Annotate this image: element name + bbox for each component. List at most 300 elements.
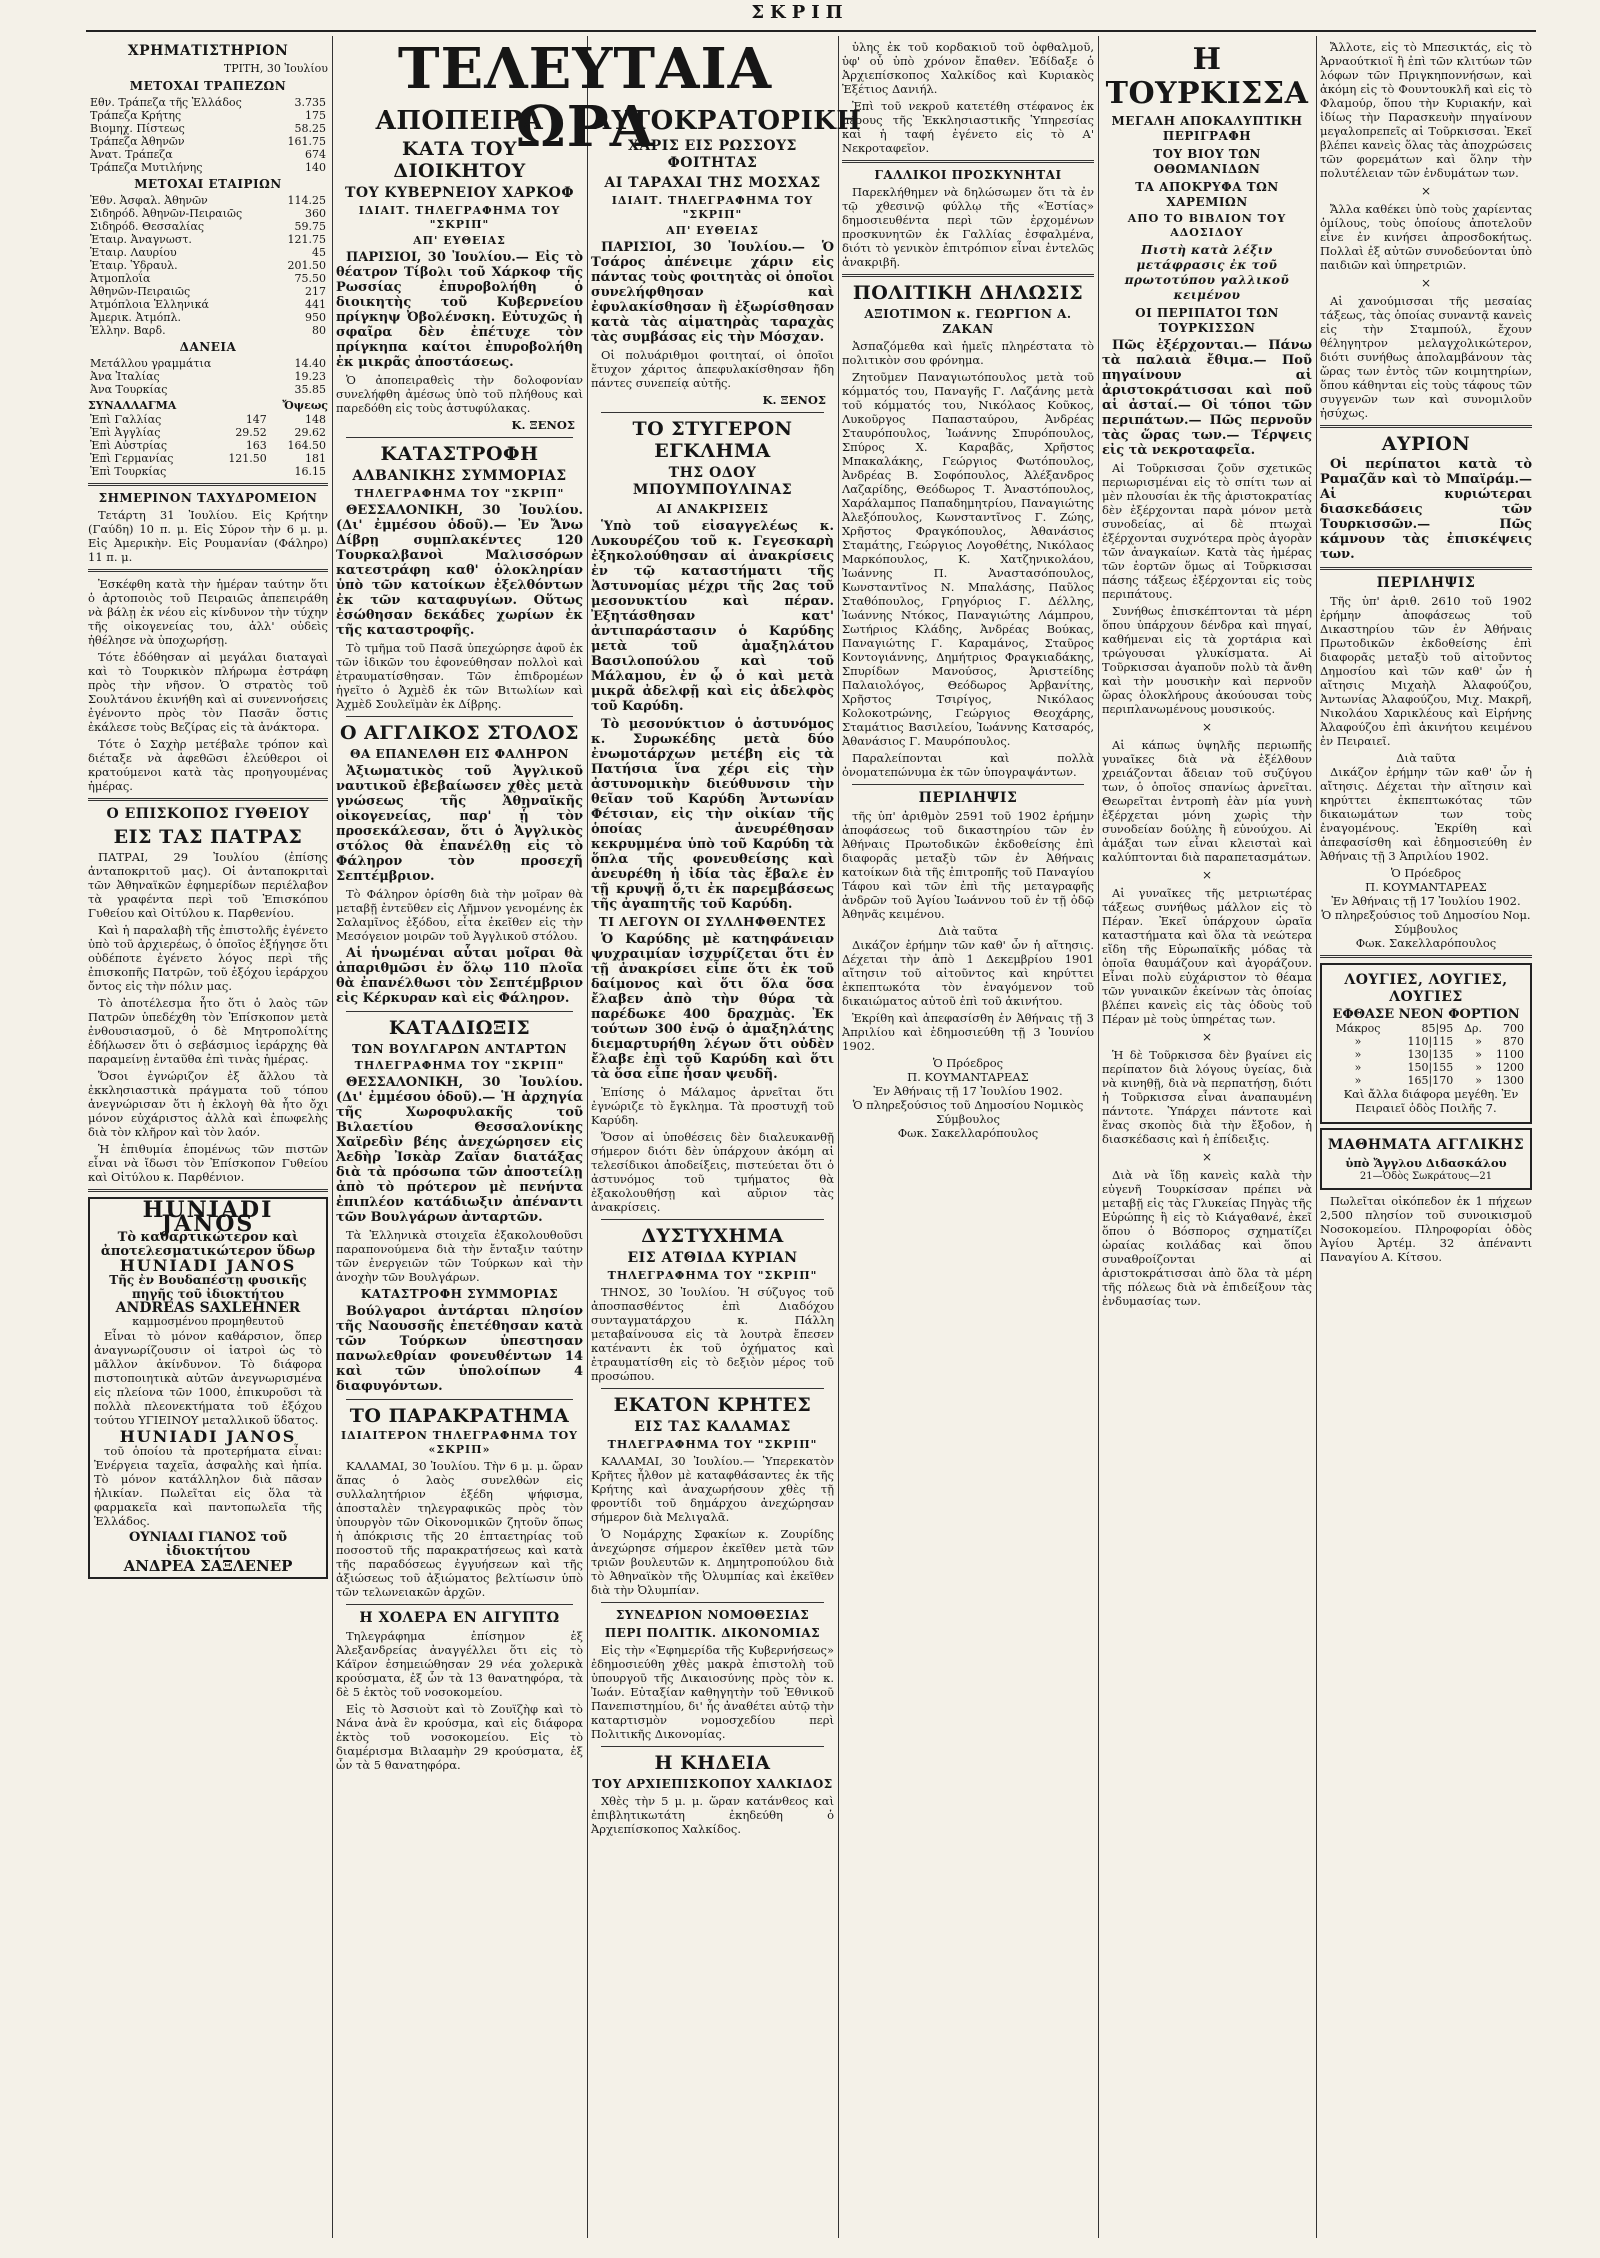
table-cell: 121.50 (228, 452, 267, 465)
headline: ΑΥΤΟΚΡΑΤΟΡΙΚΗ (591, 106, 862, 136)
subheadline: Πιστὴ κατὰ λέξιν μετάφρασις ἐκ τοῦ πρωτοτύπου γαλλικοῦ κειμένου (1124, 243, 1290, 302)
col1-paragraph: Τότε ἐδόθησαν αἱ μεγάλαι διαταγαὶ καὶ τὸ Τουρκικὸν πλήρωμα ἐστράφη πρὸς τὴν νῆσον. Ὁ στρατὸς τοῦ Σουλτάνου ἐκινήθη καὶ αἱ συνεννοήσεις ἐγένοντο πρὸς τὸν Πασᾶν ὅστις ἐκάλεσε τοὺς Βεζίρας εἰς τὰ ἀνάκτορα. (88, 650, 328, 734)
exchange-row (88, 426, 328, 439)
company-row (88, 311, 328, 324)
ad-footer: ΑΝΔΡΕΑ ΣΑΞΛΕΝΕΡ (123, 1557, 293, 1575)
headline: ΚΑΤΑΣΤΡΟΦΗ (380, 443, 539, 465)
table-cell: 85|95 (1421, 1022, 1454, 1035)
paragraph: Ζητοῦμεν Παναγιωτόπουλος μετὰ τοῦ κόμματός του, Παναγῆς Γ. Λαζάνης μετὰ τοῦ κόμματός του, Νικόλαος Κοῦκος, Λυκοῦργος Παπασταύρου, Ἀνδρέας Σταυρόπουλος, Ἰωάννης Σπυρόπουλος, Σπύρος Χ. Καραβᾶς, Χρῆστος Μπακαλάκης, Γεώργιος Φωτόπουλος, Ἀνδρέας Β. Σοφόπουλος, Ἀλέξανδρος Λαζαρίδης, Θεόδωρος Τ. Ἀναστόπουλος, Χαράλαμπος Παπαδημητρίου, Παναγιώτης Ἀλεξόπουλος, Κωνσταντῖνος Γ. Ζώης, Χρῆστος Φραγκόπουλος, Ἀθανάσιος Σταμάτης, Γεώργιος Λογοθέτης, Νικόλαος Μαρκόπουλος, Κ. Χατζηνικολάου, Ἰωάννης Π. Ἀναστασόπουλος, Κωνσταντῖνος Ν. Μπαλάσης, Παῦλος Σταθόπουλος, Γρηγόριος Γ. Δέλλης, Ἰωάννης Ντόκος, Παναγιώτης Λάμπρου, Σωτήριος Κλάδης, Ἀνδρέας Βούκας, Παναγιώτης Γ. Καραμάνος, Σταῦρος Κοντογιάννης, Δημήτριος Φραγκιαδάκης, Σπυρίδων Μανούσος, Ἀριστείδης Παλαιολόγος, Θεόδωρος Ἀρβανίτης, Χρῆστος Τσιρίγος, Νικόλαος Κολοκοτρώνης, Γεώργιος Θεοχάρης, Σταμάτιος Βασιλείου, Ἰωάννης Κατσαρός, Ἀθανάσιος Γ. Μαυρόπουλος. (842, 370, 1094, 748)
table-cell: Μάκρος (1335, 1022, 1381, 1035)
subheadline: ΑΙ ΤΑΡΑΧΑΙ ΤΗΣ ΜΟΣΧΑΣ (604, 175, 821, 191)
headline: ΓΑΛΛΙΚΟΙ ΠΡΟΣΚΥΝΗΤΑΙ (874, 168, 1062, 182)
masthead: ΣΚΡΙΠ (751, 2, 849, 23)
caption: Ὁ πληρεξούσιος τοῦ Δημοσίου Νομ. Σύμβουλος (1321, 908, 1531, 936)
loan-row (88, 357, 328, 370)
table-cell: 110|115 (1407, 1035, 1454, 1048)
paragraph: Ἄλλοτε, εἰς τὸ Μπεσικτάς, εἰς τὸ Ἀρναούτκιοϊ ἢ ἐπὶ τῶν κλιτύων τῶν λόφων τῶν Πριγκηποννήσων, καὶ ἀκόμη εἰς τὸ Φουντουκλῆ καὶ εἰς τὸ Φλαμούρ, ὅπου τὴν Κυριακήν, καὶ ἰδίως τὴν Παρασκευὴν πηγαίνουν μεγαλοπρεπεῖς αἱ Τοῦρκισσαι. Ἐκεῖ βλέπει κανεὶς ὅλας τὰς ἀποχρώσεις τῶν φορεμάτων καὶ ὅλην τὴν πολυτέλειαν τῶν ἐνδυμάτων των. (1320, 40, 1532, 180)
paragraph: Αἱ γυναῖκες τῆς μετριωτέρας τάξεως συνήθως μάλλον εἰς τὸ Πέραν. Ἐκεῖ ὑπάρχουν ὡραῖα καταστήματα καὶ ὅλα τὰ νεώτερα εἴδη τῆς Εὐρωπαϊκῆς μόδας τὰ ὁποῖα θαυμάζουν καὶ ἀγοράζουν. Εἶναι πολὺ εὐχάριστον τὸ θέαμα τῶν γυναικῶν ἐκείνων τὰς ὁποίας βλέπει κανεὶς εἰς τὰς ὁδοὺς τοῦ Πέραν μὲ τοὺς ὑπηρέτας των. (1102, 886, 1312, 1026)
divider (842, 274, 1094, 277)
headline: ΠΕΡΙΛΗΨΙΣ (1376, 575, 1476, 591)
companies-title: ΜΕΤΟΧΑΙ ΕΤΑΙΡΙΩΝ (134, 177, 282, 191)
companies-table (88, 194, 328, 337)
caption: Ἐν Ἀθήναις τῇ 17 Ἰουλίου 1902. (873, 1084, 1063, 1098)
exchange-table (88, 413, 328, 478)
loan-row (88, 383, 328, 396)
table-cell: Ἐπὶ Αὐστρίας (90, 439, 168, 452)
col1-paragraph: Ἡ ἐπιθυμία ἑπομένως τῶν πιστῶν εἶναι νὰ ἴδωσι τὸν Ἐπίσκοπον Γυθείου καὶ Οἰτύλου κ. Παρθένιον. (88, 1142, 328, 1184)
caption: Διὰ ταῦτα (1396, 751, 1456, 765)
table-cell: » (1475, 1048, 1482, 1061)
paragraph: Οἱ πολυάριθμοι φοιτηταί, οἱ ὁποῖοι ἔτυχον χάριτος ἀπεφυλακίσθησαν ἤδη πάντες συνεπείᾳ αὐτῆς. (591, 348, 834, 390)
paragraph: Συνήθως ἐπισκέπτονται τὰ μέρη ὅπου ὑπάρχουν δένδρα καὶ πηγαί, καθήμεναι εἰς τὰ χορτάρια καὶ τρώγουσαι γλυκίσματα. Αἱ Τοῦρκισσαι ἀγαποῦν πολὺ τὰ ἄνθη καὶ τὴν μουσικὴν καὶ περνοῦν ὥρας ὁλοκλήρους ἀκούουσαι τοὺς περιπλανωμένους μουσικούς. (1102, 604, 1312, 716)
paragraph: Ἀσπαζόμεθα καὶ ἡμεῖς πληρέστατα τὸ πολιτικὸν σου φρόνημα. (842, 339, 1094, 367)
divider (1320, 425, 1532, 428)
ad-title: ΜΑΘΗΜΑΤΑ ΑΓΓΛΙΚΗΣ (1327, 1137, 1525, 1153)
paragraph: Εἰς τὸ Ἀσσιοὺτ καὶ τὸ Ζουϊζὴφ καὶ τὸ Νάνα ἀνὰ ἓν κρούσμα, καὶ εἰς διάφορα ἐκτὸς τοῦ νοσοκομείου. Εἰς τὸ διαμέρισμα Βιλααμὴν 29 κρούσματα, ἐξ ὧν τὰ 5 θανατηφόρα. (336, 1702, 583, 1772)
divider (1320, 567, 1532, 570)
divider (601, 412, 824, 413)
paragraph: ΚΑΛΑΜΑΙ, 30 Ἰουλίου. Τὴν 6 μ. μ. ὥραν ἅπας ὁ λαὸς συνελθὼν εἰς συλλαλητήριον ἐξέδη ψήφισμα, ἀποσταλὲν τηλεγραφικῶς πρὸς τὸν ὑπουργὸν τῶν Οἰκονομικῶν ζητοῦν ὅπως ἡ ἀπόκρισις τῆς 20 ἑπταετηρίας τοῦ ποσοστοῦ τῆς παρακρατήσεως καὶ κατὰ τῆς παραδόσεως ἐγγυήσεων καὶ τῆς ἀξιώσεως τοῦ ἀξιώματος βελτίωσιν ὑπὸ τῶν τελωνειακῶν ἀρχῶν. (336, 1459, 583, 1599)
headline: ΑΥΡΙΟΝ (1381, 433, 1471, 455)
ad-line: Τῆς ἐν Βουδαπέστῃ φυσικῆς πηγῆς τοῦ ἰδιοκτήτου (109, 1273, 307, 1301)
paragraph: Τὸ μεσονύκτιον ὁ ἀστυνόμος κ. Συρωκέδης μετὰ δύο ἐνωμοτάρχων μετέβη εἰς τὰ Πατήσια ἵνα χέρι εἰς τὴν ἀστυνομικὴν διεύθυνσιν τὴν θεῖαν τοῦ Καρύδη Ἀντωνίαν Φέτσιαν, εἰς τὴν οἰκίαν τῆς ὁποίας ἀνευρέθησαν κεκρυμμένα ὑπὸ τοῦ Καρύδη τὰ ὅπλα τῆς φονευθείσης καὶ ἀνευρέθη ἡ ἰδία τὰς ἔβαλε ἐν τῇ κρυψῇ ὅ,τι ἐκ παρεμβάσεως τῆς ἀγαπητῆς τοῦ Καρύδη. (591, 717, 834, 912)
paragraph: Ἡ δὲ Τοῦρκισσα δὲν βγαίνει εἰς περίπατον διὰ λόγους ὑγείας, διὰ νὰ κινηθῇ, διὰ νὰ περπατήσῃ, διότι ἡ Τοῦρκισσα εἶναι ἀναπαυμένη πάντοτε. Ὑπάρχει πάντοτε καὶ ἕνας σκοπὸς διὰ τὴν ἔξοδον, ἡ διασκέδασις καὶ ἡ ἐπίδειξις. (1102, 1048, 1312, 1146)
paragraph: Παρεκλήθημεν νὰ δηλώσωμεν ὅτι τὰ ἐν τῷ χθεσινῷ φύλλῳ τῆς «Ἑστίας» δημοσιευθέντα περὶ τῶν ἐρχομένων προσκυνητῶν ἐκ Γαλλίας ἐσφαλμένα, διότι τὸ γενικὸν ἐπιτρόπιον εἶναι ἐντελῶς ἀνακριβῆ. (842, 185, 1094, 269)
ad-subtitle: ὑπὸ Ἄγγλου Διδασκάλου (1345, 1156, 1507, 1170)
subheadline: ΤΗΣ ΟΔΟΥ ΜΠΟΥΜΠΟΥΛΙΝΑΣ (632, 465, 793, 498)
lead-paragraph: Πῶς ἐξέρχονται.— Πάνω τὰ παλαιὰ ἔθιμα.— Ποῦ πηγαίνουν αἱ ἀριστοκράτισσαι καὶ ποῦ αἱ ἀσταί.— Οἱ τόποι τῶν περιπάτων.— Πῶς περνοῦν τὰς ὥρας των.— Τέρψεις εἰς τὰ νεκροταφεῖα. (1102, 338, 1312, 458)
table-cell: 16.15 (294, 465, 326, 478)
paragraph: Τῆς ὑπ' ἀριθ. 2610 τοῦ 1902 ἐρήμην ἀποφάσεως τοῦ Δικαστηρίου τῶν ἐν Ἀθήναις Πρωτοδικῶν ἐκδοθείσης ἐπὶ διαφορᾶς μεταξὺ τοῦ αἰτοῦντος Δημοσίου καὶ τῶν καθ' ὧν ἡ αἴτησις Μιχαὴλ Ἀλαφούζου, Ἀντωνίας Ἀλαφούζου, Μιχ. Μακρῆ, Νικολάου Χαρικλέους καὶ Εἰρήνης Ἀλαφούζου ἐπὶ ἀκινήτου κειμένου ἐν Πειραιεῖ. (1320, 594, 1532, 748)
divider (601, 1746, 824, 1747)
divider (1320, 955, 1532, 958)
divider (346, 437, 573, 438)
company-row (88, 207, 328, 220)
divider (852, 784, 1084, 785)
column-6 (1320, 40, 1532, 2238)
top-rule (86, 30, 1536, 32)
subheadline: ΤΩΝ ΒΟΥΛΓΑΡΩΝ ΑΝΤΑΡΤΩΝ (351, 1042, 568, 1056)
table-cell: 121.75 (287, 233, 326, 246)
subheadline: ΑΛΒΑΝΙΚΗΣ ΣΥΜΜΟΡΙΑΣ (352, 468, 567, 484)
lumber-ad (1320, 963, 1532, 1124)
table-cell: 870 (1503, 1035, 1524, 1048)
main-title: ΤΕΛΕΥΤΑΙΑ ΩΡΑ (397, 36, 773, 160)
ad-line: Τὸ καθαρτικώτερον καὶ ἀποτελεσματικώτερον ὕδωρ (100, 1230, 316, 1259)
column-rule (1316, 36, 1317, 2238)
lead-paragraph: ΠΑΡΙΣΙΟΙ, 30 Ἰουλίου.— Ὁ Τσάρος ἀπένειμε χάριν εἰς πάντας τοὺς φοιτητὰς οἱ ὁποῖοι συνελήφθησαν καὶ ἐφυλακίσθησαν ἢ ἐξωρίσθησαν κατὰ τὰς αἱματηρὰς ταραχὰς τὰς συμβάσας εἰς τὴν Μόσχαν. (591, 240, 834, 345)
col1-paragraph: Καὶ ἡ παραλαβὴ τῆς ἐπιστολῆς ἐγένετο ὑπὸ τοῦ ἀρχιερέως, ὁ ὁποῖος ἐξήγησε ὅτι οὐδέποτε ἐγένετο λόγος περὶ τῆς ἐπισκοπῆς Πατρῶν, τοῦ ἐξόχου ἱεράρχου ὄντος εἰς τὴν πόλιν μας. (88, 923, 328, 993)
ad-footer: ΟΥΝΙΑΔΙ ΓΙΑΝΟΣ τοῦ ἰδιοκτήτου (128, 1530, 288, 1559)
table-cell: 360 (305, 207, 326, 220)
lead-paragraph: Ὑπὸ τοῦ εἰσαγγελέως κ. Λυκουρέζου τοῦ κ. Γεγεσκαρὴ ἐξηκολούθησαν αἱ ἀνακρίσεις ἐν τῷ καταστήματι τῆς Ἀστυνομίας μέχρι τῆς 2ας τοῦ μεσονυκτίου καὶ πέραν. Ἐξητάσθησαν κατ' ἀντιπαράστασιν ὁ Καρύδης μετὰ τοῦ ἀμαξηλάτου Βασιλοπούλου καὶ τοῦ Μάλαμου, ἐν ᾧ ὁ καὶ μετὰ μικρᾶ ἀδελφῇ καὶ εἰς ἀδελφὸς τοῦ Καρύδη. (591, 519, 834, 714)
paragraph: Εἰς τὴν «Ἐφημερίδα τῆς Κυβερνήσεως» ἐδημοσιεύθη χθὲς μακρὰ ἐπιστολὴ τοῦ ὑπουργοῦ τῆς Δικαιοσύνης πρὸς τὸν κ. Ἰωάν. Εὐταξίαν καθηγητὴν τοῦ Ἐθνικοῦ Πανεπιστημίου, δι' ἧς ἀναθέτει αὐτῷ τὴν καταρτισμὸν νομοσχεδίου περὶ Πολιτικῆς Δικονομίας. (591, 1643, 834, 1741)
ad-subtitle: ΕΦΘΑΣΕ ΝΕΟΝ ΦΟΡΤΙΟΝ (1332, 1007, 1520, 1022)
company-row (88, 272, 328, 285)
table-cell: 441 (305, 298, 326, 311)
subheadline: ΑΞΙΟΤΙΜΟΝ κ. ΓΕΩΡΓΙΟΝ Α. ΖΑΚΑΝ (864, 307, 1072, 336)
bank-row (88, 96, 328, 109)
kicker: ΤΗΛΕΓΡΑΦΗΜΑ ΤΟΥ "ΣΚΡΙΠ" (354, 1059, 565, 1072)
table-cell: Εθν. Τράπεζα τῆς Ἑλλάδος (90, 96, 242, 109)
headline: ΣΥΝΕΔΡΙΟΝ ΝΟΜΟΘΕΣΙΑΣ (615, 1608, 810, 1622)
divider (346, 1011, 573, 1012)
table-cell: Ἀνα Τουρκίας (90, 383, 168, 396)
column-rule (1098, 36, 1099, 2238)
kicker: ΤΗΛΕΓΡΑΦΗΜΑ ΤΟΥ "ΣΚΡΙΠ" (607, 1269, 818, 1282)
bishop-headline: Ο ΕΠΙΣΚΟΠΟΣ ΓΥΘΕΙΟΥ (106, 806, 310, 822)
section-mark: × (1201, 720, 1213, 734)
company-row (88, 233, 328, 246)
table-cell: 165|170 (1407, 1074, 1454, 1087)
table-cell: Ἀνατ. Τράπεζα (90, 148, 173, 161)
ad-line: HUNIADI JANOS (119, 1256, 297, 1275)
lead-paragraph: Οἱ περίπατοι κατὰ τὸ Ραμαζᾶν καὶ τὸ Μπαϊράμ.— Αἱ κυριώτεραι διασκεδάσεις τῶν Τουρκισσῶν.— Πῶς κάμνουν τὰς ἐπισκέψεις των. (1320, 457, 1532, 562)
company-row (88, 194, 328, 207)
table-cell: Ἑλλην. Βαρδ. (90, 324, 166, 337)
col1-paragraph: Ἐσκέφθη κατὰ τὴν ἡμέραν ταύτην ὅτι ὁ ἀρτοποιὸς τοῦ Πειραιῶς ἀπεπειράθη νὰ βάλῃ ἐκ νέου εἰς κίνδυνον τὴν τύχην τῆς οἰκογενείας του, ἀλλ' οὐδεὶς ἠθέλησε νὰ ὑποχωρήσῃ. (88, 577, 328, 647)
exchange-subtitle: Ὄψεως (282, 399, 328, 412)
paragraph: ΤΗΝΟΣ, 30 Ἰουλίου. Ἡ σύζυγος τοῦ ἀποσπασθέντος ἐπὶ Διαδόχου συνταγματάρχου κ. Πάλλη μεταβαίνουσα εἰς τὰ λουτρὰ ἔπεσεν κατέναντι ἐκ τοῦ ὀχήματος καὶ ἐτραυματίσθη εἰς τὸ δεξιὸν μέρος τοῦ προσώπου. (591, 1285, 834, 1383)
table-cell: 14.40 (294, 357, 326, 370)
kicker: ΑΠ' ΕΥΘΕΙΑΣ (666, 224, 759, 237)
table-cell: Σιδηρόδ. Θεσσαλίας (90, 220, 205, 233)
kicker: ΑΠ' ΕΥΘΕΙΑΣ (413, 234, 506, 247)
table-cell: 201.50 (287, 259, 326, 272)
table-cell: Ἀθηνῶν-Πειραιῶς (90, 285, 191, 298)
col1-paragraph: Τὸ ἀποτέλεσμα ἦτο ὅτι ὁ λαὸς τῶν Πατρῶν ὑπεδέχθη τὸν Ἐπίσκοπον μετὰ ἐνθουσιασμοῦ, ὁ δὲ Μητροπολίτης ἐδήλωσεν ὅτι ὁ σεβάσμιος ἱεράρχης θὰ παραμείνῃ ἐνταῦθα ἐπὶ τινὰς ἡμέρας. (88, 996, 328, 1066)
exchange-title: ΣΥΝΑΛΛΑΓΜΑ (88, 399, 177, 412)
exchange-row (88, 413, 328, 426)
subheadline: ΘΑ ΕΠΑΝΕΛΘΗ ΕΙΣ ΦΑΛΗΡΟΝ (350, 747, 569, 761)
subheadline: ΑΙ ΑΝΑΚΡΙΣΕΙΣ (656, 502, 769, 516)
lead-paragraph: ΠΑΡΙΣΙΟΙ, 30 Ἰουλίου.— Εἰς τὸ θέατρον Τίβολι τοῦ Χάρκοφ τῆς Ρωσσίας ἐπυροβολήθη ὁ διοικητὴς τοῦ Κυβερνείου πρίγκηψ Ὀβολένσκη. Εὐτυχῶς ἡ σφαῖρα δὲν ἐπέτυχε τὸν πρίγκηπα καίτοι ἐπυροβολήθη ἐκ μικρᾶς ἀποστάσεως. (336, 250, 583, 370)
table-cell: 147 (245, 413, 267, 426)
headline: ΤΟ ΠΑΡΑΚΡΑΤΗΜΑ (349, 1405, 570, 1427)
table-cell: 164.50 (287, 439, 326, 452)
exchange-row (88, 465, 328, 478)
table-cell: 29.52 (235, 426, 267, 439)
company-row (88, 298, 328, 311)
table-cell: Ἑταιρ. Ἀναγνωστ. (90, 233, 192, 246)
subheadline: ΕΙΣ ΑΤΘΙΔΑ ΚΥΡΙΑΝ (627, 1250, 798, 1266)
table-cell: 45 (312, 246, 326, 259)
english-lessons-ad (1320, 1128, 1532, 1190)
bank-row (88, 135, 328, 148)
paragraph: Δικάζον ἐρήμην τῶν καθ' ὧν ἡ αἴτησις. Δέχεται τὴν ἀπὸ 1 Δεκεμβρίου 1901 αἴτησιν τοῦ αἰτοῦντος καὶ κηρύττει ἐκπεπτωκότα τὸν ἐναγόμενον τοῦ δικαιώματος αὐτοῦ ἐπὶ τοῦ ἀκινήτου. (842, 938, 1094, 1008)
table-cell: 29.62 (294, 426, 326, 439)
paragraph: ΚΑΛΑΜΑΙ, 30 Ἰουλίου.— Ὑπερεκατὸν Κρῆτες ἦλθον μὲ καταφθάσαντες ἐκ τῆς Κρήτης καὶ ἀναχωρήσουν χθὲς τῇ φροντίδι τοῦ δημάρχου ἀνεχώρησαν σήμερον διὰ Μελιγαλᾶ. (591, 1454, 834, 1524)
ad-text: Εἶναι τὸ μόνον καθάρσιον, ὅπερ ἀναγνωρίζουσιν οἱ ἰατροὶ ὡς τὸ μᾶλλον ἀκίνδυνον. Τὸ διάφορα πιστοποιητικὰ αὐτῶν ἀνεγνωρισμένα εἰς πλείονα τῶν 1000, ἐπικυροῦσι τὰ πολλὰ πλεονεκτήματα τοῦ ἐξόχου τούτου ΥΓΙΕΙΝΟΥ μεταλλικοῦ ὕδατος. (94, 1329, 322, 1427)
banks-title: ΜΕΤΟΧΑΙ ΤΡΑΠΕΖΩΝ (129, 79, 287, 93)
column-4 (842, 40, 1094, 2238)
paragraph: Αἱ Τοῦρκισσαι ζοῦν σχετικῶς περιωρισμέναι εἰς τὸ σπίτι των αἱ μὲν πλουσίαι ἐκ τῆς ἀριστοκρατίας δὲν ἐξέρχονται παρὰ μόνον μετὰ συνοδείας, αἱ δὲ πτωχαὶ ἐξέρχονται συχνότερα πρὸς ἀγορὰν τῶν ἀναγκαίων. Κατὰ τὰς ἡμέρας τῶν ἑορτῶν ὅμως αἱ Τοῦρκισσαι πάσης τάξεως ἐξέρχονται εἰς τοὺς περιπάτους. (1102, 461, 1312, 601)
signature: Κ. ΞΕΝΟΣ (762, 393, 826, 407)
paragraph: Παραλείπονται καὶ πολλὰ ὀνοματεπώνυμα ἐκ τῶν ὑπογραψάντων. (842, 751, 1094, 779)
bank-row (88, 109, 328, 122)
col1-paragraph: ΠΑΤΡΑΙ, 29 Ἰουλίου (ἐπίσης ἀνταποκριτοῦ μας). Οἱ ἀνταποκριταὶ τῶν Ἀθηναϊκῶν ἐφημερίδων περιέλαβον τὰ γραφέντα περὶ τοῦ Ἐπισκόπου Γυθείου καὶ Οἰτύλου κ. Παρθενίου. (88, 850, 328, 920)
table-cell: » (1354, 1061, 1362, 1074)
headline: Η ΚΗΔΕΙΑ (654, 1752, 771, 1774)
table-cell: 148 (305, 413, 326, 426)
divider (346, 716, 573, 717)
subheadline: ΠΕΡΙ ΠΟΛΙΤΙΚ. ΔΙΚΟΝΟΜΙΑΣ (604, 1626, 821, 1640)
paragraph: Αἱ χανούμισσαι τῆς μεσαίας τάξεως, τὰς ὁποίας συναντᾷ κανεὶς εἰς τὴν Σταμπούλ, ἔχουν θέληγητρον μελαγχολικώτερον, διότι συνήθως ἀπολαμβάνουν τὰς ὥρας των ἐντὸς τῶν κοιμητηρίων, ὅπου κάθηνται εἰς τοὺς τάφους τῶν συγγενῶν των καὶ συνομιλοῦν ἡσύχως. (1320, 294, 1532, 420)
bishop-subheadline: ΕΙΣ ΤΑΣ ΠΑΤΡΑΣ (113, 826, 303, 848)
company-row (88, 324, 328, 337)
subheadline: ΚΑΤΑΣΤΡΟΦΗ ΣΥΜΜΟΡΙΑΣ (360, 1287, 559, 1301)
table-cell: » (1475, 1035, 1482, 1048)
headline: ΑΠΟΠΕΙΡΑ (375, 106, 544, 136)
table-cell: 3.735 (294, 96, 326, 109)
headline: ΤΟ ΣΤΥΓΕΡΟΝ ΕΓΚΛΗΜΑ (632, 418, 793, 462)
column-rule (587, 36, 588, 2238)
section-mark: × (1201, 868, 1213, 882)
paragraph: Αἱ ἡνωμέναι αὗται μοῖραι θὰ ἀπαριθμῶσι ἐν ὅλῳ 110 πλοῖα θὰ ἐπανέλθωσι τὸν Σεπτέμβριον εἰς Κέρκυραν καὶ εἰς Φάληρον. (336, 946, 583, 1006)
caption: Ὁ Πρόεδρος (1390, 866, 1462, 880)
table-cell: 217 (305, 285, 326, 298)
table-cell: Ἐπὶ Γαλλίας (90, 413, 162, 426)
kicker: ΙΔΙΑΙΤ. ΤΗΛΕΓΡΑΦΗΜΑ ΤΟΥ "ΣΚΡΙΠ" (358, 204, 561, 231)
headline: Η ΤΟΥΡΚΙΣΣΑ (1105, 42, 1309, 111)
col1-paragraph: Ὅσοι ἐγνώριζον ἐξ ἄλλου τὰ ἐκκλησιαστικὰ πράγματα τοῦ τόπου ἀνεγνώρισαν ὅτι ἡ ἐκλογὴ θὰ ἦτο ὄχι μόνον εὐχάριστος ἀλλὰ καὶ ἐπωφελὴς διὰ τὸν κλῆρον καὶ τὸν λαόν. (88, 1069, 328, 1139)
loan-row (88, 370, 328, 383)
huniadi-ad (88, 1197, 328, 1579)
price-row (1326, 1048, 1526, 1061)
table-cell: 181 (305, 452, 326, 465)
paragraph: Ὅσον αἱ ὑποθέσεις δὲν διαλευκανθῇ σήμερον διότι δὲν ὑπάρχουν ἀκόμη αἱ τελεσίδικοι ἀποδείξεις, πιστεύεται ὅτι ὁ ἀστυνόμος τοῦ τμήματος θὰ ἐξακολουθήσῃ καὶ αὔριον τὰς ἀνακρίσεις. (591, 1130, 834, 1214)
paragraph: Ἐπίσης ὁ Μάλαμος ἀρνεῖται ὅτι ἐγνώριζε τὸ ἔγκλημα. Τὰ προστυχῆ τοῦ Καρύδη. (591, 1085, 834, 1127)
table-cell: Τράπεζα Κρήτης (90, 109, 182, 122)
table-cell: 19.23 (294, 370, 326, 383)
paragraph: Ἐκρίθη καὶ ἀπεφασίσθη ἐν Ἀθήναις τῇ 3 Ἀπριλίου καὶ ἐδημοσιεύθη τῇ 3 Ἰουνίου 1902. (842, 1011, 1094, 1053)
divider (601, 1388, 824, 1389)
paragraph: Τὸ τμῆμα τοῦ Πασᾶ ὑπεχώρησε ἀφοῦ ἐκ τῶν ἰδικῶν του ἐφονεύθησαν πολλοὶ καὶ ἐτραυματίσθησαν. Τῶν ἐπιδρομέων ἡγεῖτο ὁ Ἀχμὲδ ἐκ τῶν Βιτωλίων καὶ Ἀχμὲδ Σουλεϊμὰν ἐκ Δίβρης. (336, 641, 583, 711)
divider (842, 160, 1094, 163)
signature: Κ. ΞΕΝΟΣ (511, 418, 575, 432)
caption: Π. ΚΟΥΜΑΝΤΑΡΕΑΣ (907, 1070, 1029, 1084)
paragraph: τῆς ὑπ' ἀριθμὸν 2591 τοῦ 1902 ἐρήμην ἀποφάσεως τοῦ δικαστηρίου τῶν ἐν Ἀθήναις Πρωτοδικῶν ἐκδοθείσης ἐπὶ διαφορᾶς μεταξὺ τῶν ἐν Ἀθήναις κατοίκων διὰ τῆς ἐπιτροπῆς τοῦ Παναγίου Τάφου καὶ τῶν ἐπὶ τῆς μεταγραφῆς ἀνδρῶν τοῦ Ἀγίου Ἰωάννου τοῦ ἐν τῇ ὁδῷ Ἀθηνᾶς κειμένου. (842, 809, 1094, 921)
subheadline: ΤΟΥ ΒΙΟΥ ΤΩΝ ΟΘΩΜΑΝΙΔΩΝ (1153, 147, 1261, 176)
caption: Π. ΚΟΥΜΑΝΤΑΡΕΑΣ (1365, 880, 1487, 894)
paragraph: Τὸ Φάληρον ὁρίσθη διὰ τὴν μοῖραν θὰ μεταβῇ ἐντεῦθεν εἰς Λῆμνον γενομένης ἐκ Σαλαμῖνος ἐξόδου, εἶτα ἐκεῖθεν εἰς τὴν Μεσόγειον μοιρῶν τοῦ Ἀγγλικοῦ στόλου. (336, 887, 583, 943)
section-mark: × (1201, 1150, 1213, 1164)
section-mark: × (1420, 276, 1432, 290)
loans-table (88, 357, 328, 396)
subheadline: ΤΟΥ ΑΡΧΙΕΠΙΣΚΟΠΟΥ ΧΑΛΚΙΔΟΣ (592, 1777, 833, 1791)
paragraph: Ὁ Νομάρχης Σφακίων κ. Ζουρίδης ἀνεχώρησε σήμερον ἐκεῖθεν μετὰ τῶν τριῶν βουλευτῶν κ. Δημητροπούλου διὰ τὸ Ἀθηναϊκὸν τῆς Ὀλυμπίας καὶ ἐκεῖθεν διὰ τὴν Ὀλυμπίαν. (591, 1527, 834, 1597)
divider (601, 1602, 824, 1603)
ad-title: ΛΟΥΓΙΕΣ, ΛΟΥΓΙΕΣ, ΛΟΥΓΙΕΣ (1344, 972, 1508, 1005)
divider (88, 483, 328, 486)
price-row (1326, 1074, 1526, 1087)
lead-paragraph: Ἀξιωματικὸς τοῦ Ἀγγλικοῦ ναυτικοῦ ἐβεβαίωσεν χθὲς μετὰ γνώσεως τῆς Ἀθηναϊκῆς οἰκογενείας, παρ' ᾗ τὸν προσεκάλεσαν, ὅτι ὁ Ἀγγλικὸς στόλος θὰ ἐπανέλθῃ εἰς τὸ Φάληρον τὸν προσεχῆ Σεπτέμβριον. (336, 764, 583, 884)
col1-paragraph: Τότε ὁ Σαχὴρ μετέβαλε τρόπον καὶ διέταξε νὰ ἀφεθῶσι ἐλεύθεροι οἱ κρατούμενοι κατὰ τὰς προηγουμένας ἡμέρας. (88, 737, 328, 793)
subheadline: ΤΙ ΛΕΓΟΥΝ ΟΙ ΣΥΛΛΗΦΘΕΝΤΕΣ (598, 915, 827, 929)
subheadline: ΕΙΣ ΤΑΣ ΚΑΛΑΜΑΣ (634, 1419, 791, 1435)
ad-text: Πωλεῖται οἰκόπεδον ἐκ 1 πήχεων 2,500 πλησίον τοῦ συνοικισμοῦ Νοσοκομείου. Πληροφορίαι ὁδὸς Ἀγίου Ἀρτέμ. 32 ἀπέναντι Παναγίου Α. Κίτσου. (1320, 1194, 1532, 1264)
paragraph: Βούλγαροι ἀντάρται πλησίον τῆς Ναουσσῆς ἐπετέθησαν κατὰ τῶν Τούρκων ὑπεστησαν πανωλεθρίαν φονευθέντων 14 καὶ τῶν ὑπολοίπων 4 διαφυγόντων. (336, 1304, 583, 1394)
caption: Φωκ. Σακελλαρόπουλος (897, 1126, 1039, 1140)
headline: ΠΟΛΙΤΙΚΗ ΔΗΛΩΣΙΣ (852, 282, 1084, 304)
table-cell: Ἐπὶ Τουρκίας (90, 465, 167, 478)
ad-title: HUNIADI JANOS (142, 1197, 274, 1237)
column-rule (838, 36, 839, 2238)
caption: Ἐν Ἀθήναις τῇ 17 Ἰουλίου 1902. (1331, 894, 1521, 908)
table-cell: 75.50 (294, 272, 326, 285)
table-cell: Ἑταιρ. Λαυρίου (90, 246, 177, 259)
ad-address: 21—Ὁδὸς Σωκράτους—21 (1359, 1171, 1493, 1182)
table-cell: » (1475, 1061, 1482, 1074)
kicker: ΤΗΛΕΓΡΑΦΗΜΑ ΤΟΥ "ΣΚΡΙΠ" (607, 1438, 818, 1451)
divider (346, 1604, 573, 1605)
kicker: ΙΔΙΑΙΤ. ΤΗΛΕΓΡΑΦΗΜΑ ΤΟΥ "ΣΚΡΙΠ" (611, 194, 814, 221)
paragraph: Ἐπὶ τοῦ νεκροῦ κατετέθη στέφανος ἐκ μέρους τῆς Ἐκκλησιαστικῆς Ὑπηρεσίας καὶ ἡ ταφή ἐγένετο εἰς τὸ Α' Νεκροταφεῖον. (842, 99, 1094, 155)
table-cell: 1100 (1496, 1048, 1524, 1061)
table-cell: Ἑταιρ. Ὑδραυλ. (90, 259, 178, 272)
divider (88, 798, 328, 801)
company-row (88, 220, 328, 233)
ad-line: ANDREAS SAXLEHNER (115, 1300, 301, 1316)
table-cell: 80 (312, 324, 326, 337)
price-row (1326, 1061, 1526, 1074)
market-date: ΤΡΙΤΗ, 30 Ἰουλίου (223, 62, 328, 75)
table-cell: 114.25 (287, 194, 326, 207)
table-cell: 1200 (1496, 1061, 1524, 1074)
table-cell: 59.75 (294, 220, 326, 233)
subheadline: ΟΙ ΠΕΡΙΠΑΤΟΙ ΤΩΝ ΤΟΥΡΚΙΣΣΩΝ (1135, 306, 1279, 335)
ad-line: καμμοσμένου προμηθευτοῦ (132, 1315, 284, 1328)
column-rule (332, 36, 333, 2238)
subheadline: ΧΑΡΙΣ ΕΙΣ ΡΩΣΣΟΥΣ ΦΟΙΤΗΤΑΣ (628, 138, 797, 171)
headline: ΔΥΣΤΥΧΗΜΑ (641, 1225, 784, 1247)
table-cell: Ἀτμόπλοια Ἑλληνικά (90, 298, 209, 311)
bank-row (88, 122, 328, 135)
lead-paragraph: ΘΕΣΣΑΛΟΝΙΚΗ, 30 Ἰουλίου. (Δι' ἐμμέσου ὁδοῦ).— Ἡ ἀρχηγία τῆς Χωροφυλακῆς τοῦ Βιλαετίου Θεσσαλονίκης Χαϊρεδὶν βέης ἀνεχώρησεν εἰς Ἀεδὴρ Ἰσκὰρ Ζαΐαν διατάξας διὰ τὰ πρόσωπα τῶν ἀποστείλῃ ἀπὸ τὸ πρότερον μὲ πενήντα ἐπιπλέον κατάδιωξιν ἀπέναντι τῶν Βουλγάρων ἀνταρτῶν. (336, 1075, 583, 1225)
table-cell: » (1354, 1048, 1362, 1061)
table-cell: Βιομηχ. Πίστεως (90, 122, 185, 135)
table-cell: Ἀνα Ἰταλίας (90, 370, 160, 383)
subheadline: ΜΕΓΑΛΗ ΑΠΟΚΑΛΥΠΤΙΚΗ ΠΕΡΙΓΡΑΦΗ (1111, 114, 1303, 143)
table-cell: 140 (305, 161, 326, 174)
ad-title: HUNIADI JANOS (119, 1427, 297, 1446)
table-cell: Ἀμερικ. Ἀτμόπλ. (90, 311, 181, 324)
column-5 (1102, 40, 1312, 2238)
lead-paragraph: ΘΕΣΣΑΛΟΝΙΚΗ, 30 Ἰουλίου. (Δι' ἐμμέσου ὁδοῦ).— Ἐν Ἄνω Δίβρῃ συμπλακέντες 120 Τουρκαλβανοὶ Μαλισσόρων κατεστράφη καθ' ὁλοκληρίαν ὑπὸ τῶν κατοίκων ἐξελθόντων ἐκ τῶν καταφυγίων. Οὕτως ἐσώθησαν δεκάδες χωρίων ἐκ τῆς καταστροφῆς. (336, 503, 583, 638)
ad-text: Καὶ ἄλλα διάφορα μεγέθη. Ἐν Πειραιεῖ ὁδὸς Ποιλῆς 7. (1343, 1087, 1519, 1115)
table-cell: 130|135 (1407, 1048, 1454, 1061)
paragraph: Δικάζον ἐρήμην τῶν καθ' ὧν ἡ αἴτησις. Δέχεται τὴν αἴτησιν καὶ κηρύττει ἐκπεπτωκότας τῶν δικαιωμάτων των τοὺς ἐναγομένους. Ἐκρίθη καὶ ἀπεφασίσθη καὶ ἐδημοσιεύθη ἐν Ἀθήναις τῇ 3 Ἀπριλίου 1902. (1320, 765, 1532, 863)
ad-text: τοῦ ὁποίου τὰ προτερήματα εἶναι: Ἐνέργεια ταχεῖα, ἀσφαλὴς καὶ ἠπία. Τὸ μόνον κατάλληλον διὰ πᾶσαν ἡλικίαν. Πωλεῖται εἰς ὅλα τὰ φαρμακεῖα καὶ παντοπωλεῖα τῆς Ἑλλάδος. (94, 1444, 322, 1528)
table-cell: 161.75 (287, 135, 326, 148)
table-cell: Δρ. (1464, 1022, 1482, 1035)
bank-row (88, 161, 328, 174)
post-title: ΣΗΜΕΡΙΝΟΝ ΤΑΧΥΔΡΟΜΕΙΟΝ (98, 491, 318, 505)
price-table (1326, 1022, 1526, 1087)
headline: ΕΚΑΤΟΝ ΚΡΗΤΕΣ (613, 1394, 812, 1416)
table-cell: Ἐπὶ Ἀγγλίας (90, 426, 161, 439)
paragraph: Χθὲς τὴν 5 μ. μ. ὥραν κατάνθεος καὶ ἐπιβλητικωτάτη ἐκηδεύθη ὁ Ἀρχιεπίσκοπος Χαλκίδος. (591, 1794, 834, 1836)
banks-table (88, 96, 328, 174)
section-mark: × (1420, 184, 1432, 198)
table-cell: 1300 (1496, 1074, 1524, 1087)
headline: ΚΑΤΑΔΙΩΞΙΣ (388, 1017, 531, 1039)
table-cell: Σιδηρόδ. Ἀθηνῶν-Πειραιῶς (90, 207, 243, 220)
table-cell: Ἐπὶ Γερμανίας (90, 452, 174, 465)
column-3 (591, 104, 862, 2238)
exchange-row (88, 452, 328, 465)
table-cell: 175 (305, 109, 326, 122)
kicker: ΑΠΟ ΤΟ ΒΙΒΛΙΟΝ ΤΟΥ ΑΔΟΣΙΔΟΥ (1127, 212, 1287, 239)
divider (88, 1189, 328, 1192)
headline: Ο ΑΓΓΛΙΚΟΣ ΣΤΟΛΟΣ (340, 722, 579, 744)
paragraph: Ἄλλα καθέκει ὑπὸ τοὺς χαρίεντας ὁμίλους, τοὺς ὁποίους ἀποτελοῦν εἶνε ἐν κινήσει ἀπροσδοκήτως. Πολλαὶ ἐξ αὐτῶν συνοδεύονται ὑπὸ παιδιῶν καὶ ὑπηρετριῶν. (1320, 202, 1532, 272)
column-1 (88, 40, 328, 2238)
paragraph: Ὁ ἀποπειραθεὶς τὴν δολοφονίαν συνελήφθη ἀμέσως ὑπὸ τοῦ πλήθους καὶ παρεδόθη εἰς τοὺς ἀστυφύλακας. (336, 373, 583, 415)
table-cell: » (1475, 1074, 1482, 1087)
exchange-row (88, 439, 328, 452)
table-cell: Τράπεζα Ἀθηνῶν (90, 135, 185, 148)
subheadline: ΤΟΥ ΚΥΒΕΡΝΕΙΟΥ ΧΑΡΚΟΦ (344, 185, 575, 201)
paragraph: Τὰ Ἑλληνικὰ στοιχεῖα ἐξακολουθοῦσι παραπονούμενα διὰ τὴν ἔνταξιν ταύτην τῶν ἐνεργειῶν τῶν Τούρκων καὶ τὴν ἀνοχὴν τῶν Βουλγάρων. (336, 1228, 583, 1284)
post-text: Τετάρτη 31 Ἰουλίου. Εἰς Κρήτην (Γαύδη) 10 π. μ. Εἰς Σύρον τὴν 6 μ. μ. Εἰς Ἀμερικὴν. Εἰς Ρουμανίαν (Φάληρο) 11 π. μ. (88, 508, 328, 564)
table-cell: » (1354, 1035, 1362, 1048)
divider (601, 1219, 824, 1220)
table-cell: 700 (1503, 1022, 1524, 1035)
table-cell: 674 (305, 148, 326, 161)
paragraph: ὑλης ἐκ τοῦ κορδακιοῦ τοῦ ὀφθαλμοῦ, ὑφ' οὗ ὑπὸ χρόνον ἔπαθεν. Ἐδίδαξε ὁ Ἀρχιεπίσκοπος Χαλκίδος καὶ Κυριακὸς Ἐξέτιος Δανιήλ. (842, 40, 1094, 96)
table-cell: 950 (305, 311, 326, 324)
caption: Ὁ πληρεξούσιος τοῦ Δημοσίου Νομικὸς Σύμβουλος (852, 1098, 1084, 1126)
paragraph: Αἱ κάπως ὑψηλῆς περιωπῆς γυναῖκες διὰ νὰ ἐξέλθουν χρειάζονται ἄδειαν τοῦ συζύγου των, ὁ ὁποῖος σπανίως ἀρνεῖται. Θεωρεῖται ἐντροπὴ ἐὰν μία γυνὴ ἐξέρχεται μόνη χωρὶς τὴν συνοδείαν δούλης ἢ εὐνούχου. Αἱ ἀμάξαι των εἶναι κλεισταὶ καὶ καλύπτονται διὰ παραπετασμάτων. (1102, 738, 1312, 864)
price-row (1326, 1035, 1526, 1048)
table-cell: 163 (245, 439, 267, 452)
kicker: ΙΔΙΑΙΤΕΡΟΝ ΤΗΛΕΓΡΑΦΗΜΑ ΤΟΥ «ΣΚΡΙΠ» (340, 1429, 579, 1456)
loans-title: ΔΑΝΕΙΑ (179, 340, 237, 354)
table-cell: Ἐθν. Ἀσφαλ. Ἀθηνῶν (90, 194, 208, 207)
company-row (88, 285, 328, 298)
caption: Φωκ. Σακελλαρόπουλος (1355, 936, 1497, 950)
subheadline: ΚΑΤΑ ΤΟΥ ΔΙΟΙΚΗΤΟΥ (393, 138, 526, 182)
caption: Διὰ ταῦτα (938, 924, 998, 938)
table-cell: 150|155 (1407, 1061, 1454, 1074)
divider (346, 1399, 573, 1400)
table-cell: » (1354, 1074, 1362, 1087)
table-cell: Μετάλλου γραμμάτια (90, 357, 212, 370)
section-mark: × (1201, 1030, 1213, 1044)
paragraph: Διὰ νὰ ἴδῃ κανεὶς καλὰ τὴν εὐγενῆ Τουρκίσσαν πρέπει νὰ μεταβῇ εἰς τὰς Γλυκείας Πηγὰς τῆς Εὐρώπης ἢ εἰς τὸ Κιάγαθανέ, ἐκεῖ ὅπου ὁ Βόσπορος σχηματίζει ὡραίας κοιλάδας καὶ ὅπου συναθροίζονται αἱ ἀριστοκράτισσαι ἀπὸ ὅλα τὰ μέρη τῆς πόλεως διὰ νὰ ἐπιδείξουν τὰς ἐνδυμασίας των. (1102, 1168, 1312, 1308)
market-title: ΧΡΗΜΑΤΙΣΤΗΡΙΟΝ (127, 43, 289, 59)
kicker: ΤΗΛΕΓΡΑΦΗΜΑ ΤΟΥ "ΣΚΡΙΠ" (354, 487, 565, 500)
column-2 (336, 104, 583, 2238)
table-cell: 35.85 (294, 383, 326, 396)
paragraph: Ὁ Καρύδης μὲ κατηφάνειαν ψυχραιμίαν ἰσχυρίζεται ὅτι ἐν τῇ ἀνακρίσει εἶπε ὅτι ἐκ τοῦ δαίμονος καὶ ὅτι ὅλα ὅσα ἔλαβεν ἀπὸ τὴν θύρα τὰ παρέδωκε 400 δραχμὰς. Ἐκ τούτων 300 ἐνῷ ὁ ἀμαξηλάτης διεμαρτυρήθη λέγων ὅτι οὐδὲν ἔλαβε ἐπὶ τοῦ Καρύδη καὶ ὅτι τὰ ὅσα εἶπε ἦσαν ψευδῆ. (591, 932, 834, 1082)
company-row (88, 246, 328, 259)
table-cell (210, 465, 269, 478)
caption: Ὁ Πρόεδρος (932, 1056, 1004, 1070)
paragraph: Τηλεγράφημα ἐπίσημον ἐξ Ἀλεξανδρείας ἀναγγέλλει ὅτι εἰς τὸ Κάϊρον ἐσημειώθησαν 29 νέα χολερικὰ κρούσματα, ἐξ ὧν τὰ 13 θανατηφόρα, τὰ δὲ 5 ἐκτὸς τοῦ νοσοκομείου. (336, 1629, 583, 1699)
subheadline: ΤΑ ΑΠΟΚΡΥΦΑ ΤΩΝ ΧΑΡΕΜΙΩΝ (1135, 180, 1279, 209)
company-row (88, 259, 328, 272)
headline: ΠΕΡΙΛΗΨΙΣ (918, 790, 1018, 806)
headline: Η ΧΟΛΕΡΑ ΕΝ ΑΙΓΥΠΤΩ (359, 1610, 560, 1626)
price-row (1326, 1022, 1526, 1035)
table-cell: Τράπεζα Μυτιλήνης (90, 161, 203, 174)
table-cell: Ἀτμοπλοΐα (90, 272, 151, 285)
bank-row (88, 148, 328, 161)
divider (88, 569, 328, 572)
table-cell: 58.25 (294, 122, 326, 135)
